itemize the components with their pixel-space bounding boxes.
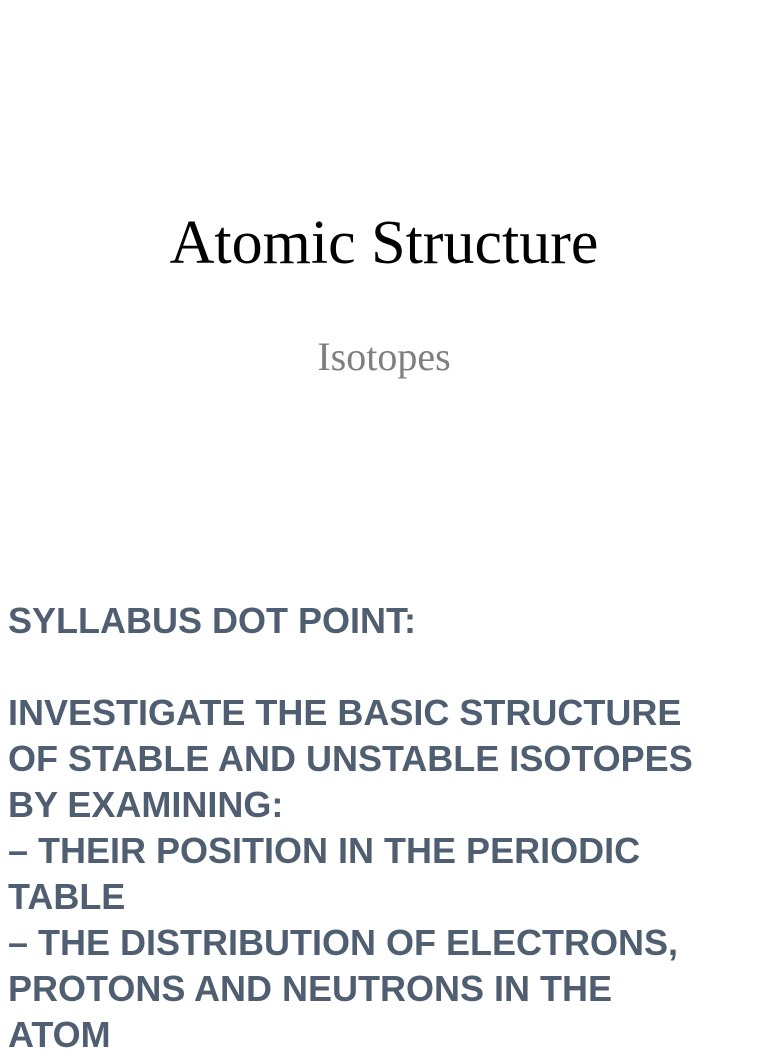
slide-subtitle: Isotopes <box>317 334 451 379</box>
syllabus-line: ATOM <box>8 1014 111 1055</box>
syllabus-line: – THEIR POSITION IN THE PERIODIC <box>8 830 641 871</box>
slide-title: Atomic Structure <box>169 209 599 277</box>
syllabus-line: BY EXAMINING: <box>8 784 284 825</box>
syllabus-text-block <box>8 598 760 1058</box>
syllabus-line: OF STABLE AND UNSTABLE ISOTOPES <box>8 738 693 779</box>
syllabus-line: – THE DISTRIBUTION OF ELECTRONS, <box>8 922 679 963</box>
syllabus-heading: SYLLABUS DOT POINT: <box>8 600 417 641</box>
syllabus-line: INVESTIGATE THE BASIC STRUCTURE <box>8 692 682 733</box>
syllabus-line: PROTONS AND NEUTRONS IN THE <box>8 968 613 1009</box>
syllabus-line: TABLE <box>8 876 126 917</box>
syllabus-spacer <box>8 644 760 690</box>
